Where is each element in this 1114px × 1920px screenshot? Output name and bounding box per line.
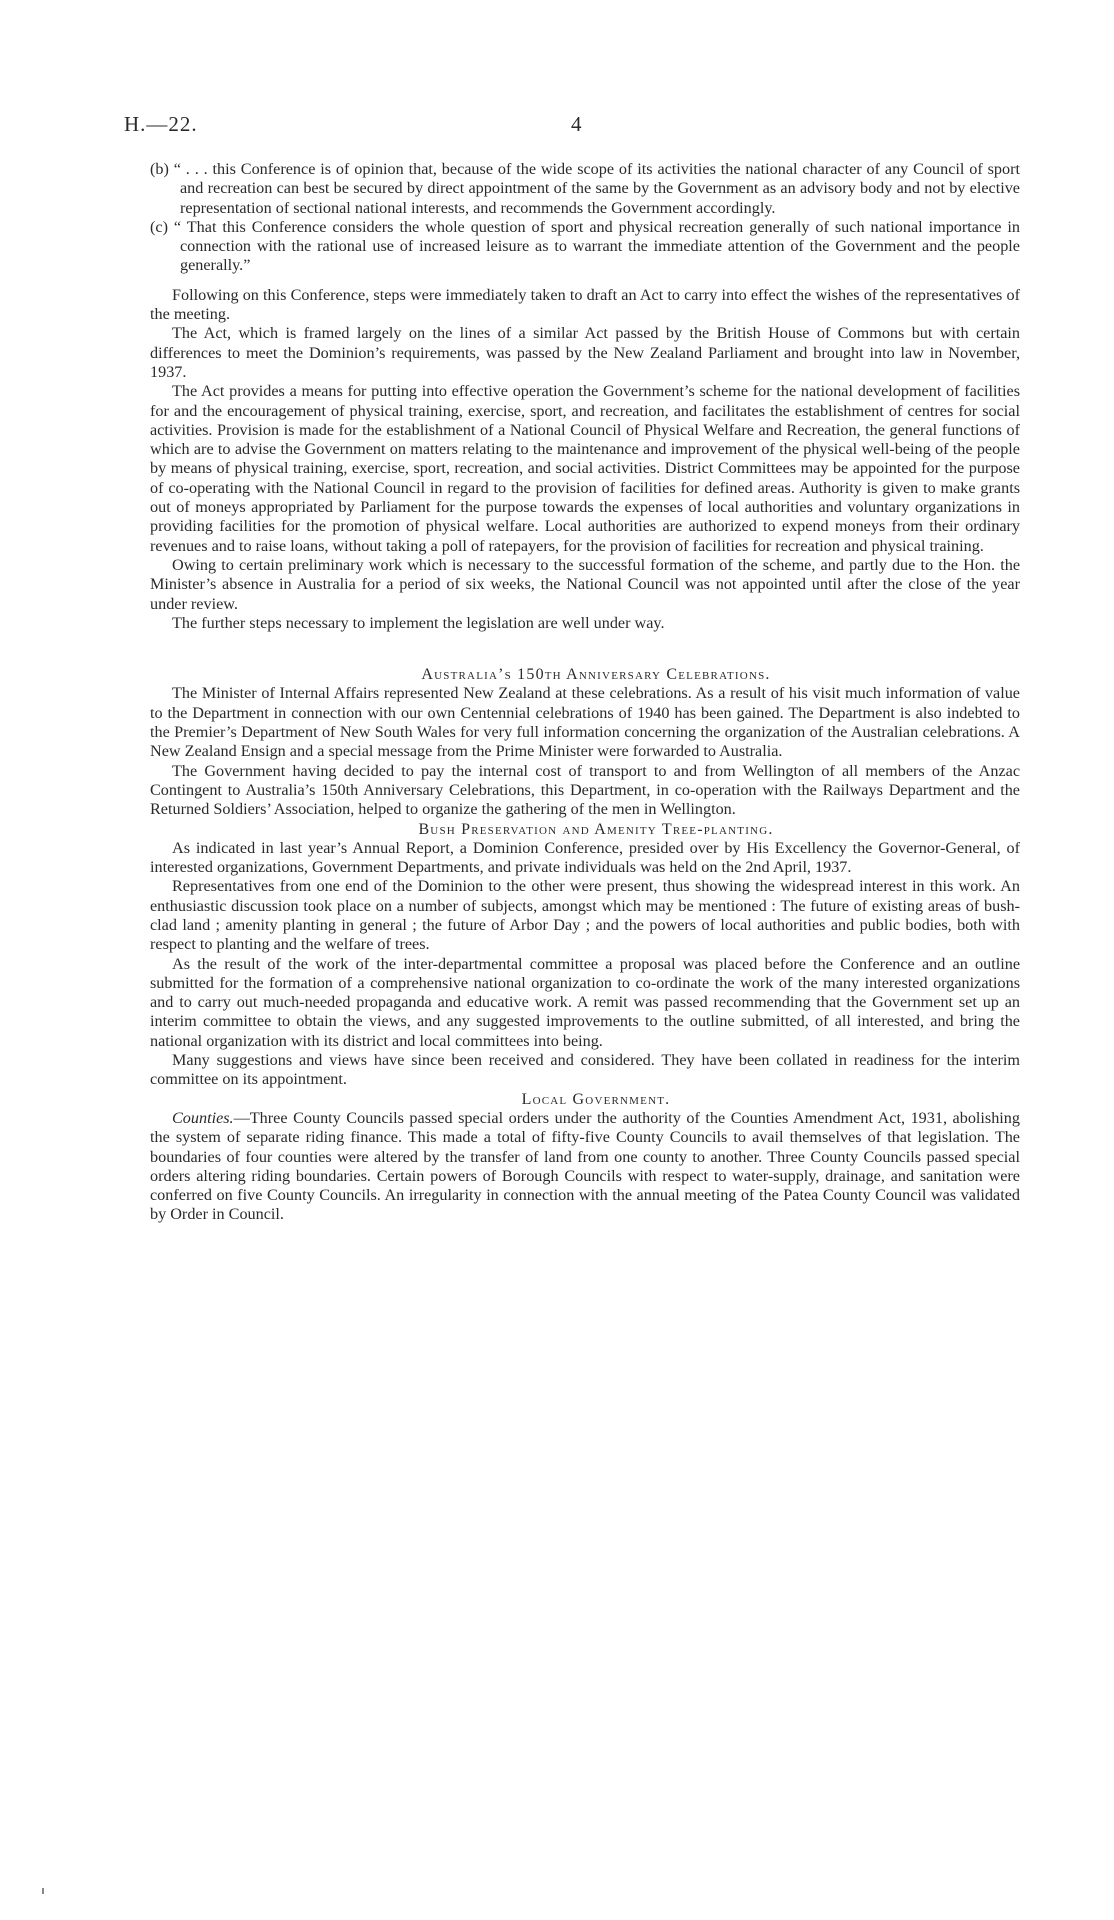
section-heading-bush-preservation: Bush Preservation and Amenity Tree-planting. [418,820,774,838]
page-number: 4 [571,112,582,136]
counties-lead: Counties. [172,1108,234,1127]
section-heading-australia: Australia’s 150th Anniversary Celebrations. [421,666,771,684]
paragraph: The Government having decided to pay the internal cost of transport to and from Wellington of all members of the Anzac Contingent to Australia’s 150th Anniversary Celebrations, this Department, in co-operation with the Railways Department and the Returned Soldiers’ Association, helped to organize the gathering of the men in Wellington. [150,761,1020,819]
paragraph: As indicated in last year’s Annual Report, a Dominion Conference, presided over by His Excellency the Governor-General, of interested organizations, Government Departments, and private individuals was held on the 2nd April, 1937. [150,838,1020,877]
quoted-resolution-b: (b) “ . . . this Conference is of opinion that, because of the wide scope of its activities the national character of any Council of sport and recreation can best be secured by direct appointment of the same by the Government as an advisory body and not by elective representation of sectional national interests, and recommends the Government accordingly. [150,160,1020,217]
paragraph: Owing to certain preliminary work which is necessary to the successful formation of the scheme, and partly due to the Hon. the Minister’s absence in Australia for a period of six weeks, the National Council was not appointed until after the close of the year under review. [150,555,1020,613]
paragraph: Following on this Conference, steps were immediately taken to draft an Act to carry into effect the wishes of the representatives of the meeting. [150,285,1020,324]
paragraph-counties [150,1109,1020,1225]
paragraph: The Minister of Internal Affairs represented New Zealand at these celebrations. As a result of his visit much information of value to the Department in connection with our own Centennial celebrations of 1940 has been gained. The Department is also indebted to the Premier’s Department of New South Wales for very full information concerning the organization of the Australian celebrations. A New Zealand Ensign and a special message from the Prime Minister were forwarded to Australia. [150,684,1020,761]
paragraph: The Act provides a means for putting into effective operation the Government’s scheme for the national development of facilities for and the encouragement of physical training, exercise, sport, and recreation, and facilitates the establishment of centres for social activities. Provision is made for the establishment of a National Council of Physical Welfare and Recreation, the general functions of which are to advise the Government on matters relating to the maintenance and improvement of the physical well-being of the people by means of physical training, exercise, sport, recreation, and social activities. District Committees may be appointed for the purpose of co-operating with the National Council in regard to the provision of facilities for defined areas. Authority is given to make grants out of moneys appropriated by Parliament for the purpose towards the expenses of local authorities and voluntary organizations in providing facilities for the promotion of physical welfare. Local authorities are authorized to expend moneys from their ordinary revenues and to raise loans, without taking a poll of ratepayers, for the provision of facilities for recreation and physical training. [150,382,1020,555]
paragraph: As the result of the work of the inter-departmental committee a proposal was placed before the Conference and an outline submitted for the formation of a comprehensive national organization to co-ordinate the work of the many interested organizations and to carry out much-needed propaganda and educative work. A remit was passed recommending that the Government set up an interim committee to obtain the views, and any suggested improvements to the outline submitted, of all interested, and bring the national organization with its district and local committees into being. [150,954,1020,1050]
scan-mark [42,1888,44,1894]
paragraph: Representatives from one end of the Dominion to the other were present, thus showing the widespread interest in this work. An enthusiastic discussion took place on a number of subjects, amongst which may be mentioned : The future of existing areas of bush-clad land ; amenity planting in general ; the future of Arbor Day ; and the powers of local authorities and public bodies, both with respect to planting and the welfare of trees. [150,877,1020,954]
page-header [124,112,990,146]
page-body [150,160,1020,1225]
paragraph: The further steps necessary to implement the legislation are well under way. [172,613,665,632]
counties-text: —Three County Councils passed special orders under the authority of the Counties Amendment Act, 1931, abolishing the system of separate riding finance. This made a total of fifty-five County Councils to avail themselves of that legislation. The boundaries of four counties were altered by the transfer of land from one county to another. Three County Councils passed special orders altering riding boundaries. Certain powers of Borough Councils with respect to water-supply, drainage, and sanitation were conferred on five County Councils. An irregularity in connection with the annual meeting of the Patea County Council was validated by Order in Council. [150,1108,1020,1224]
section-heading-local-government: Local Government. [521,1090,671,1108]
paragraph: Many suggestions and views have since been received and considered. They have been collated in readiness for the interim committee on its appointment. [150,1051,1020,1089]
paragraph: The Act, which is framed largely on the lines of a similar Act passed by the British House of Commons but with certain differences to meet the Dominion’s requirements, was passed by the New Zealand Parliament and brought into law in November, 1937. [150,324,1020,381]
document-reference: H.—22. [124,112,198,136]
quoted-resolution-c: (c) “ That this Conference considers the whole question of sport and physical recreation generally of such national importance in connection with the rational use of increased leisure as to warrant the immediate attention of the Government and the people generally.” [150,217,1020,275]
